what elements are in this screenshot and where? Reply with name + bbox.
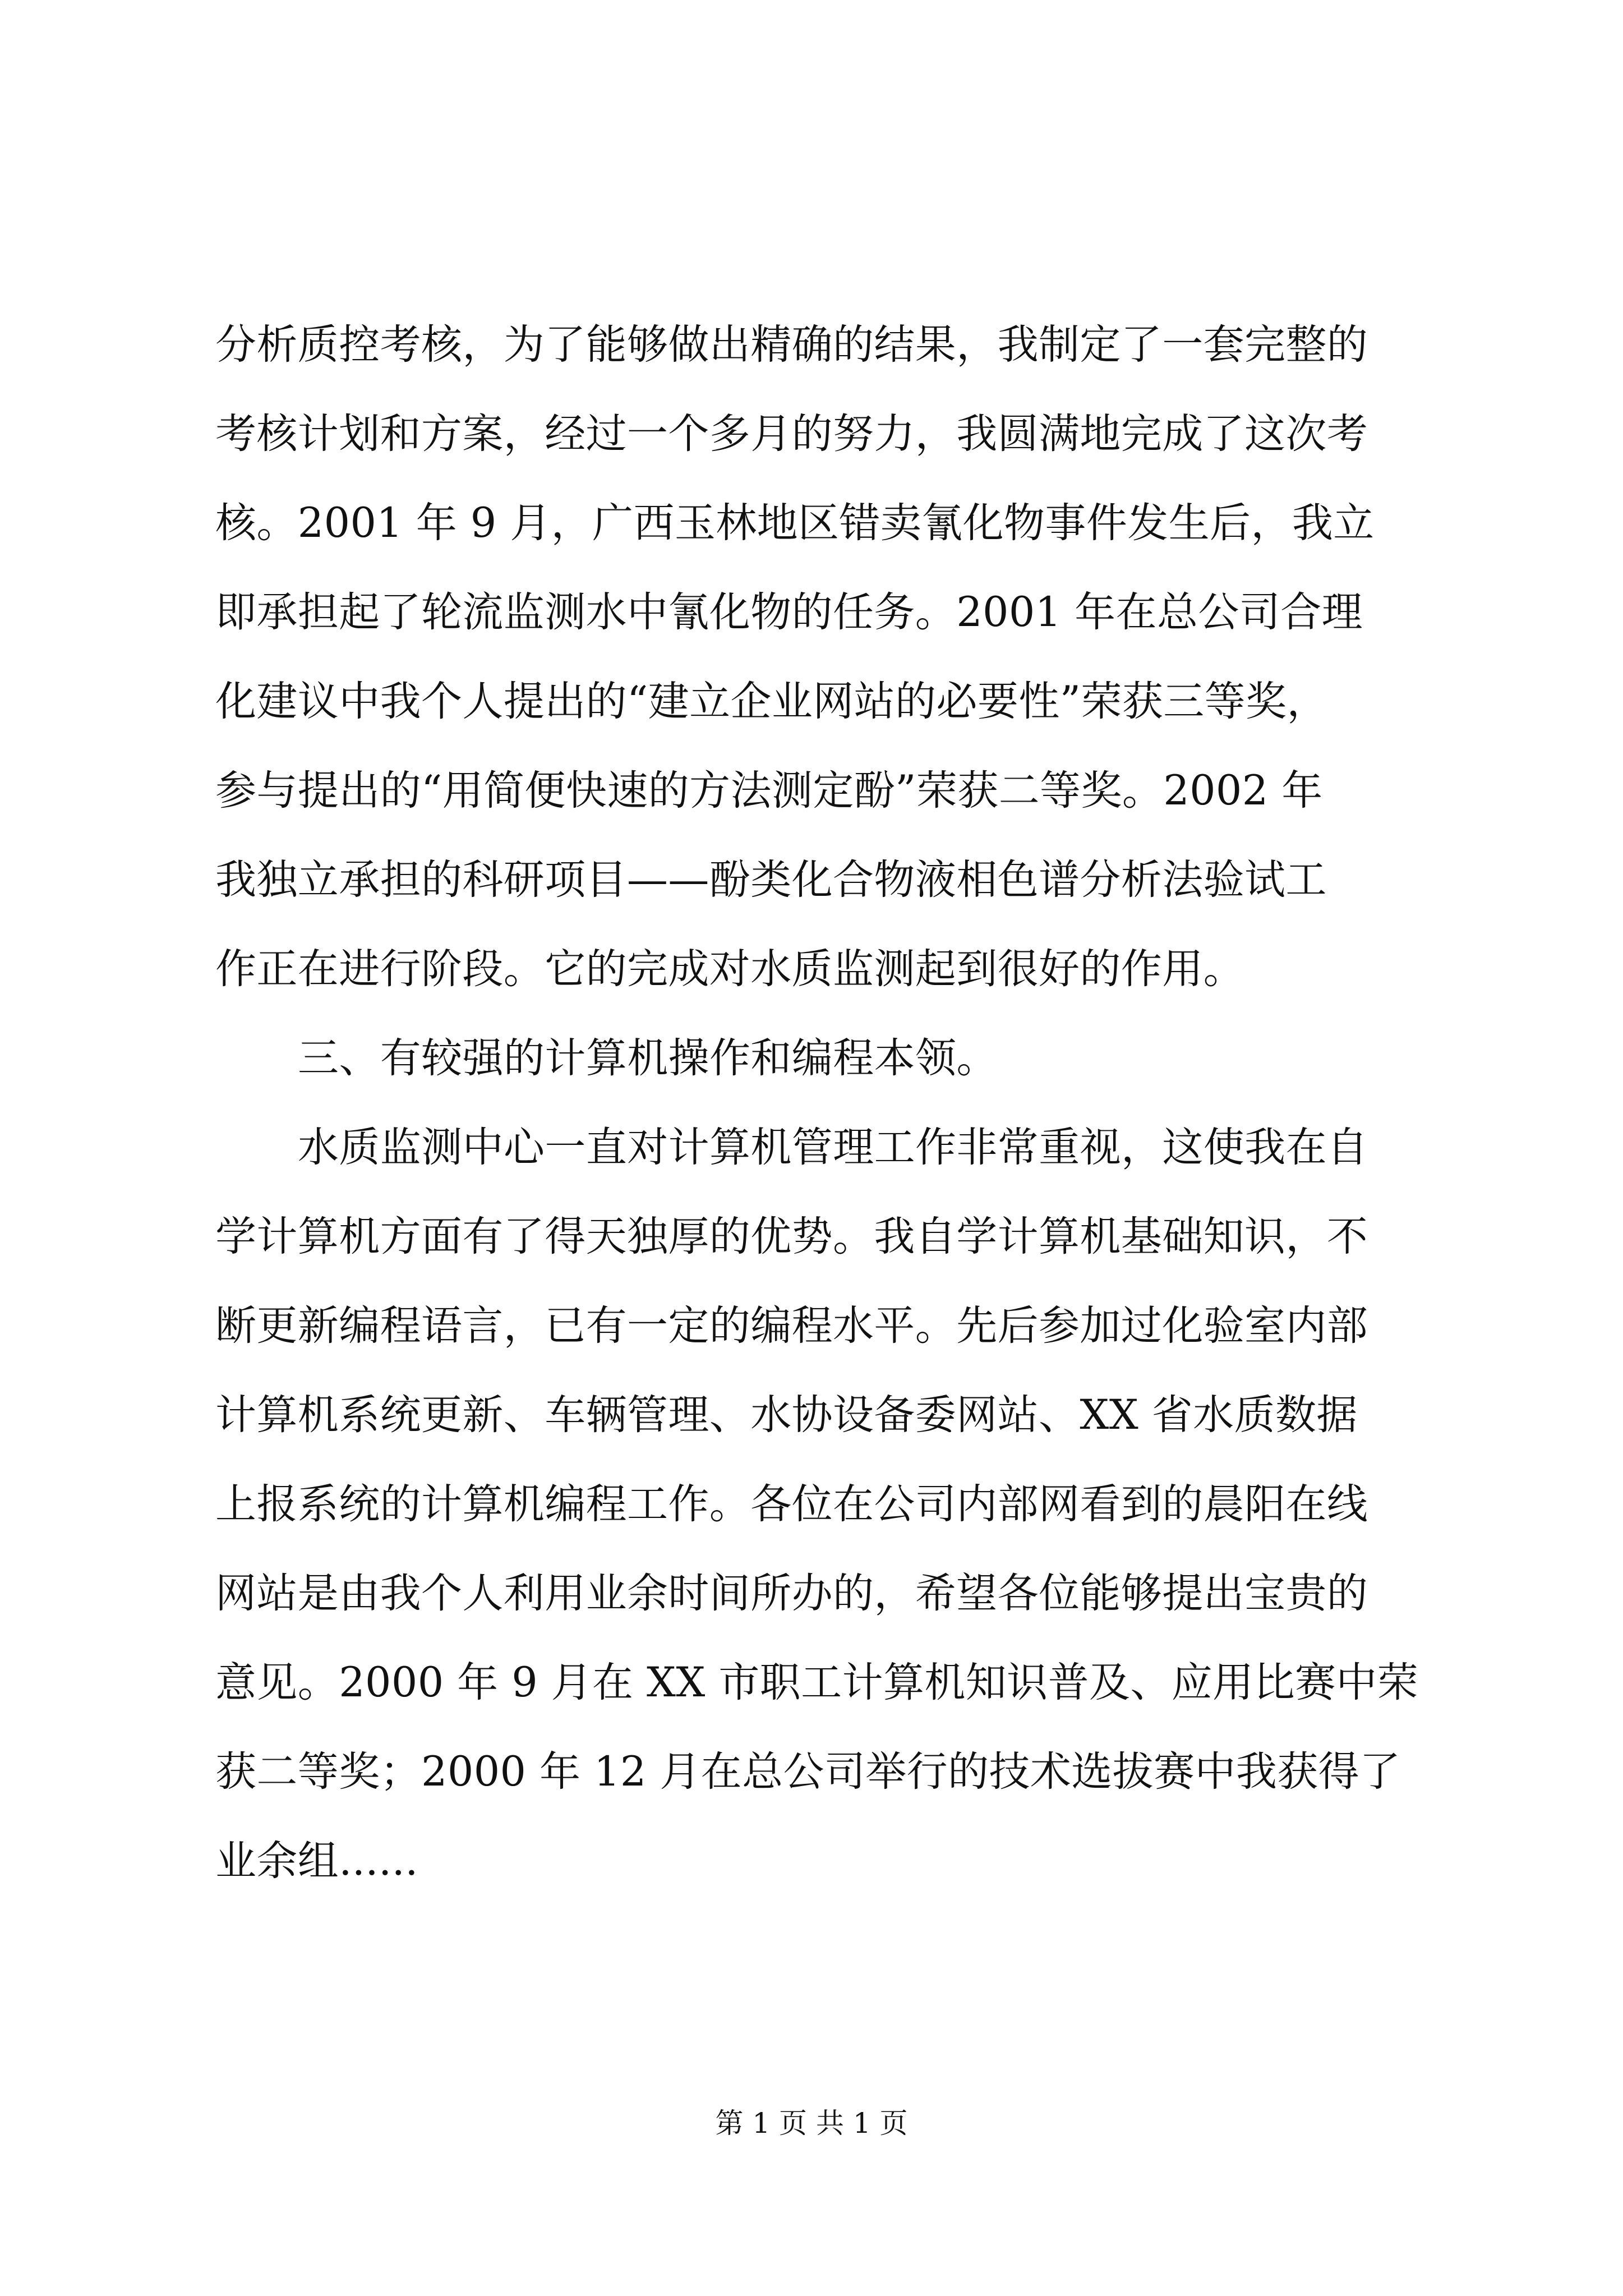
text-line: 参与提出的“用简便快速的方法测定酚”荣获二等奖。2002 年 (215, 767, 1323, 815)
text-line: 上报系统的计算机编程工作。各位在公司内部网看到的晨阳在线 (215, 1480, 1368, 1528)
text-line: 意见。2000 年 9 月在 XX 市职工计算机知识普及、应用比赛中荣 (215, 1659, 1419, 1706)
text-line: 即承担起了轮流监测水中氰化物的任务。2001 年在总公司合理 (215, 588, 1363, 636)
page-footer (0, 2104, 1623, 2143)
text-line: 我独立承担的科研项目——酚类化合物液相色谱分析法验试工 (215, 856, 1327, 904)
body-text (215, 300, 1419, 1906)
text-line: 获二等奖；2000 年 12 月在总公司举行的技术选拔赛中我获得了 (215, 1748, 1401, 1796)
text-line: 化建议中我个人提出的“建立企业网站的必要性”荣获三等奖， (215, 678, 1328, 725)
text-line: 分析质控考核，为了能够做出精确的结果，我制定了一套完整的 (215, 321, 1368, 369)
text-line: 学计算机方面有了得天独厚的优势。我自学计算机基础知识，不 (215, 1213, 1368, 1260)
section-heading: 三、有较强的计算机操作和编程本领。 (298, 1034, 998, 1082)
text-line: 作正在进行阶段。它的完成对水质监测起到很好的作用。 (215, 945, 1244, 993)
text-line: 核。2001 年 9 月，广西玉林地区错卖氰化物事件发生后，我立 (215, 499, 1375, 547)
text-line: 断更新编程语言，已有一定的编程水平。先后参加过化验室内部 (215, 1302, 1368, 1350)
text-line: 计算机系统更新、车辆管理、水协设备委网站、XX 省水质数据 (215, 1391, 1358, 1439)
text-line: 考核计划和方案，经过一个多月的努力，我圆满地完成了这次考 (215, 410, 1368, 458)
text-line: 业余组...... (215, 1837, 418, 1885)
paragraph-start-line: 水质监测中心一直对计算机管理工作非常重视，这使我在自 (298, 1124, 1368, 1171)
page-number-label: 第 1 页 共 1 页 (715, 2107, 908, 2139)
text-line: 网站是由我个人利用业余时间所办的，希望各位能够提出宝贵的 (215, 1570, 1368, 1617)
